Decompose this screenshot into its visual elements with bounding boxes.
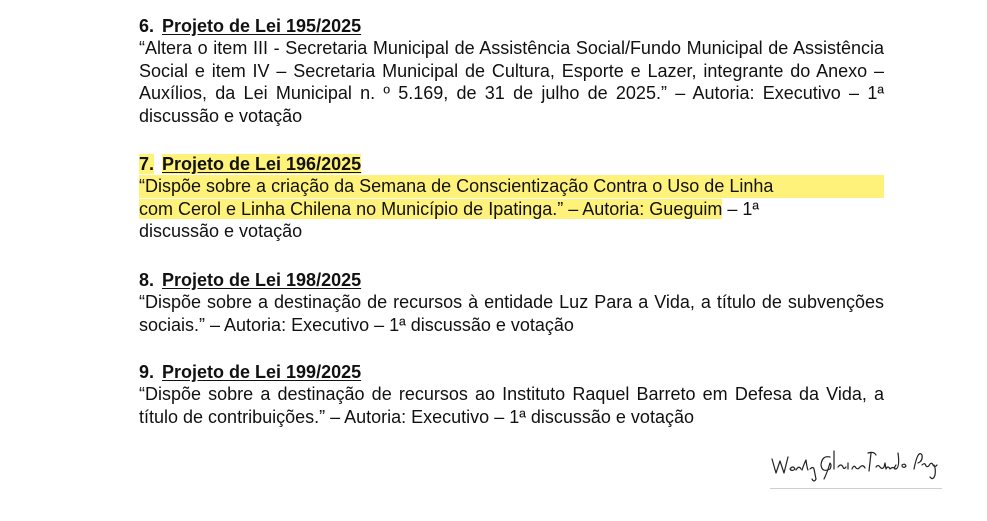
bill-description: “Dispõe sobre a destinação de recursos à entidade Luz Para a Vida, a título de subvenções sociais.” – Autoria: Executivo – 1ª discussão e votação [139,292,884,335]
item-heading [139,15,884,37]
highlighted-text: com Cerol e Linha Chilena no Município de Ipatinga.” – Autoria: Gueguim [139,198,723,219]
item-heading [139,361,884,383]
item-number: 9. [139,362,155,382]
bill-description: “Dispõe sobre a destinação de recursos ao Instituto Raquel Barreto em Defesa da Vida, a título de contribuições.” – Autoria: Executivo – 1ª discussão e votação [139,384,884,427]
item-heading [139,153,884,175]
agenda-item-7 [139,153,884,243]
highlighted-line: “Dispõe sobre a criação da Semana de Conscientização Contra o Uso de Linha [139,175,884,198]
agenda-item-6 [139,15,884,127]
handwritten-signature [768,443,946,489]
bill-description [139,175,884,243]
bill-title: Projeto de Lei 196/2025 [162,154,362,174]
bill-title: Projeto de Lei 199/2025 [162,362,362,382]
item-number: 7. [139,154,155,174]
item-heading [139,269,884,291]
description-text: – 1ª [722,198,760,219]
bill-title: Projeto de Lei 195/2025 [162,16,362,36]
agenda-item-9 [139,361,884,428]
item-number: 8. [139,270,155,290]
agenda-item-8 [139,269,884,336]
bill-title: Projeto de Lei 198/2025 [162,270,362,290]
item-number: 6. [139,16,155,36]
description-line: discussão e votação [139,221,303,241]
bill-description: “Altera o item III - Secretaria Municipal de Assistência Social/Fundo Municipal de Assistência Social e item IV – Secretaria Municipal de Cultura, Esporte e Lazer, integrante do Anexo – Auxílios, da Lei Municipal n. º 5.169, de 31 de julho de 2025.” – Autoria: Executivo – 1ª discussão e votação [139,38,884,126]
description-line [139,198,884,221]
signature-line [770,488,942,489]
